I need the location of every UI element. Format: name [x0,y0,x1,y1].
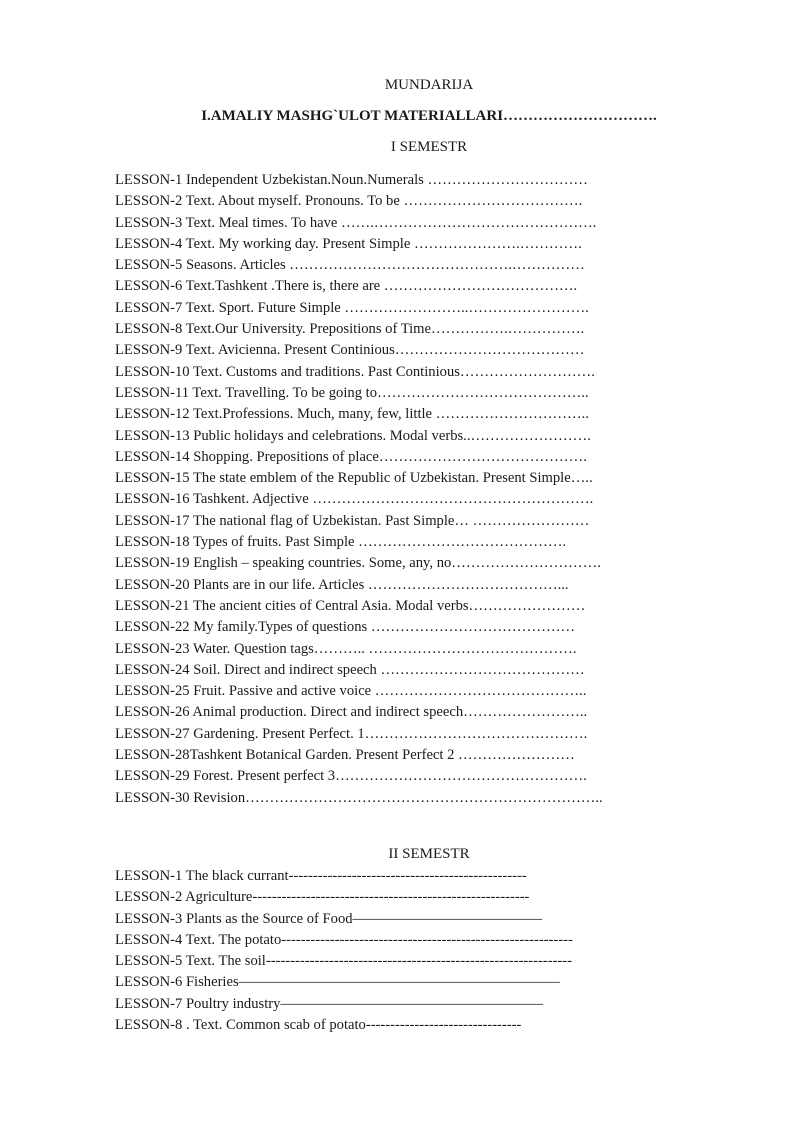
list-item: LESSON-2 Agriculture--------------------------------------------------------- [115,889,530,906]
list-item: LESSON-20 Plants are in our life. Articles …………………………………... [115,576,569,593]
list-item: LESSON-10 Text. Customs and traditions. Past Continious………………………. [115,363,595,380]
list-item: LESSON-11 Text. Travelling. To be going to…………………………………….. [115,384,589,401]
list-item: LESSON-1 The black currant------------------------------------------------- [115,868,527,884]
list-item: LESSON-16 Tashkent. Adjective …………………………………………………. [115,491,594,508]
list-item: LESSON-3 Plants as the Source of Food————————————— [115,910,543,927]
list-item: LESSON-27 Gardening. Present Perfect. 1………………………………………. [115,725,588,742]
list-item: LESSON-19 English – speaking countries. Some, any, no…………………………. [115,555,601,572]
list-item: LESSON-2 Text. About myself. Pronouns. To be ………………………………. [115,193,583,210]
list-item: LESSON-4 Text. The potato------------------------------------------------------------ [115,931,573,948]
semester-1-lesson-list [115,170,603,809]
list-item: LESSON-25 Fruit. Passive and active voice …………………………………….. [115,683,587,700]
list-item: LESSON-17 The national flag of Uzbekistan. Past Simple… …………………… [115,512,590,529]
list-item: LESSON-29 Forest. Present perfect 3……………………………………………. [115,768,587,785]
list-item: LESSON-30 Revision……………………………………………………………….. [115,789,603,806]
semester-2-heading: II SEMESTR [388,846,470,862]
list-item: LESSON-7 Text. Sport. Future Simple ……………………..……………………. [115,299,589,316]
semester-2-lesson-list [115,866,573,1036]
list-item: LESSON-5 Text. The soil--------------------------------------------------------------- [115,953,573,970]
list-item: LESSON-8 Text.Our University. Prepositions of Time…………….……………. [115,321,585,338]
list-item: LESSON-15 The state emblem of the Republic of Uzbekistan. Present Simple….. [115,470,593,487]
list-item: LESSON-4 Text. My working day. Present Simple ………………….…………. [115,235,582,252]
list-item: LESSON-28Tashkent Botanical Garden. Present Perfect 2 …………………… [115,747,575,764]
list-item: LESSON-5 Seasons. Articles ……………………………………….…………… [115,257,585,274]
list-item: LESSON-21 The ancient cities of Central Asia. Modal verbs…………………… [115,597,586,614]
main-heading: I.AMALIY MASHG`ULOT MATERIALLARI…………………………. [201,108,657,124]
list-item: LESSON-9 Text. Avicienna. Present Continious………………………………… [115,342,585,359]
list-item: LESSON-12 Text.Professions. Much, many, few, little ………………………….. [115,406,589,423]
list-item: LESSON-23 Water. Question tags……….. ……………………………………. [115,640,577,657]
list-item: LESSON-14 Shopping. Prepositions of place……………………………………. [115,448,587,465]
list-item: LESSON-6 Fisheries—————————————————————— [115,974,560,991]
list-item: LESSON-1 Independent Uzbekistan.Noun.Numerals …………………………… [115,172,589,188]
list-item: LESSON-18 Types of fruits. Past Simple ……………………………………. [115,534,567,551]
document-title: MUNDARIJA [384,77,474,93]
list-item: LESSON-24 Soil. Direct and indirect speech …………………………………… [115,661,585,678]
list-item: LESSON-7 Poultry industry—————————————————— [115,995,544,1012]
list-item: LESSON-26 Animal production. Direct and indirect speech…………………….. [115,704,588,721]
list-item: LESSON-6 Text.Tashkent .There is, there are …………………………………. [115,278,578,295]
list-item: LESSON-13 Public holidays and celebrations. Modal verbs..……………………. [115,427,591,444]
list-item: LESSON-3 Text. Meal times. To have …….………………………………………. [115,214,597,231]
list-item: LESSON-8 . Text. Common scab of potato-------------------------------- [115,1017,522,1034]
list-item: LESSON-22 My family.Types of questions …………………………………… [115,619,576,636]
semester-1-heading: I SEMESTR [390,139,468,155]
